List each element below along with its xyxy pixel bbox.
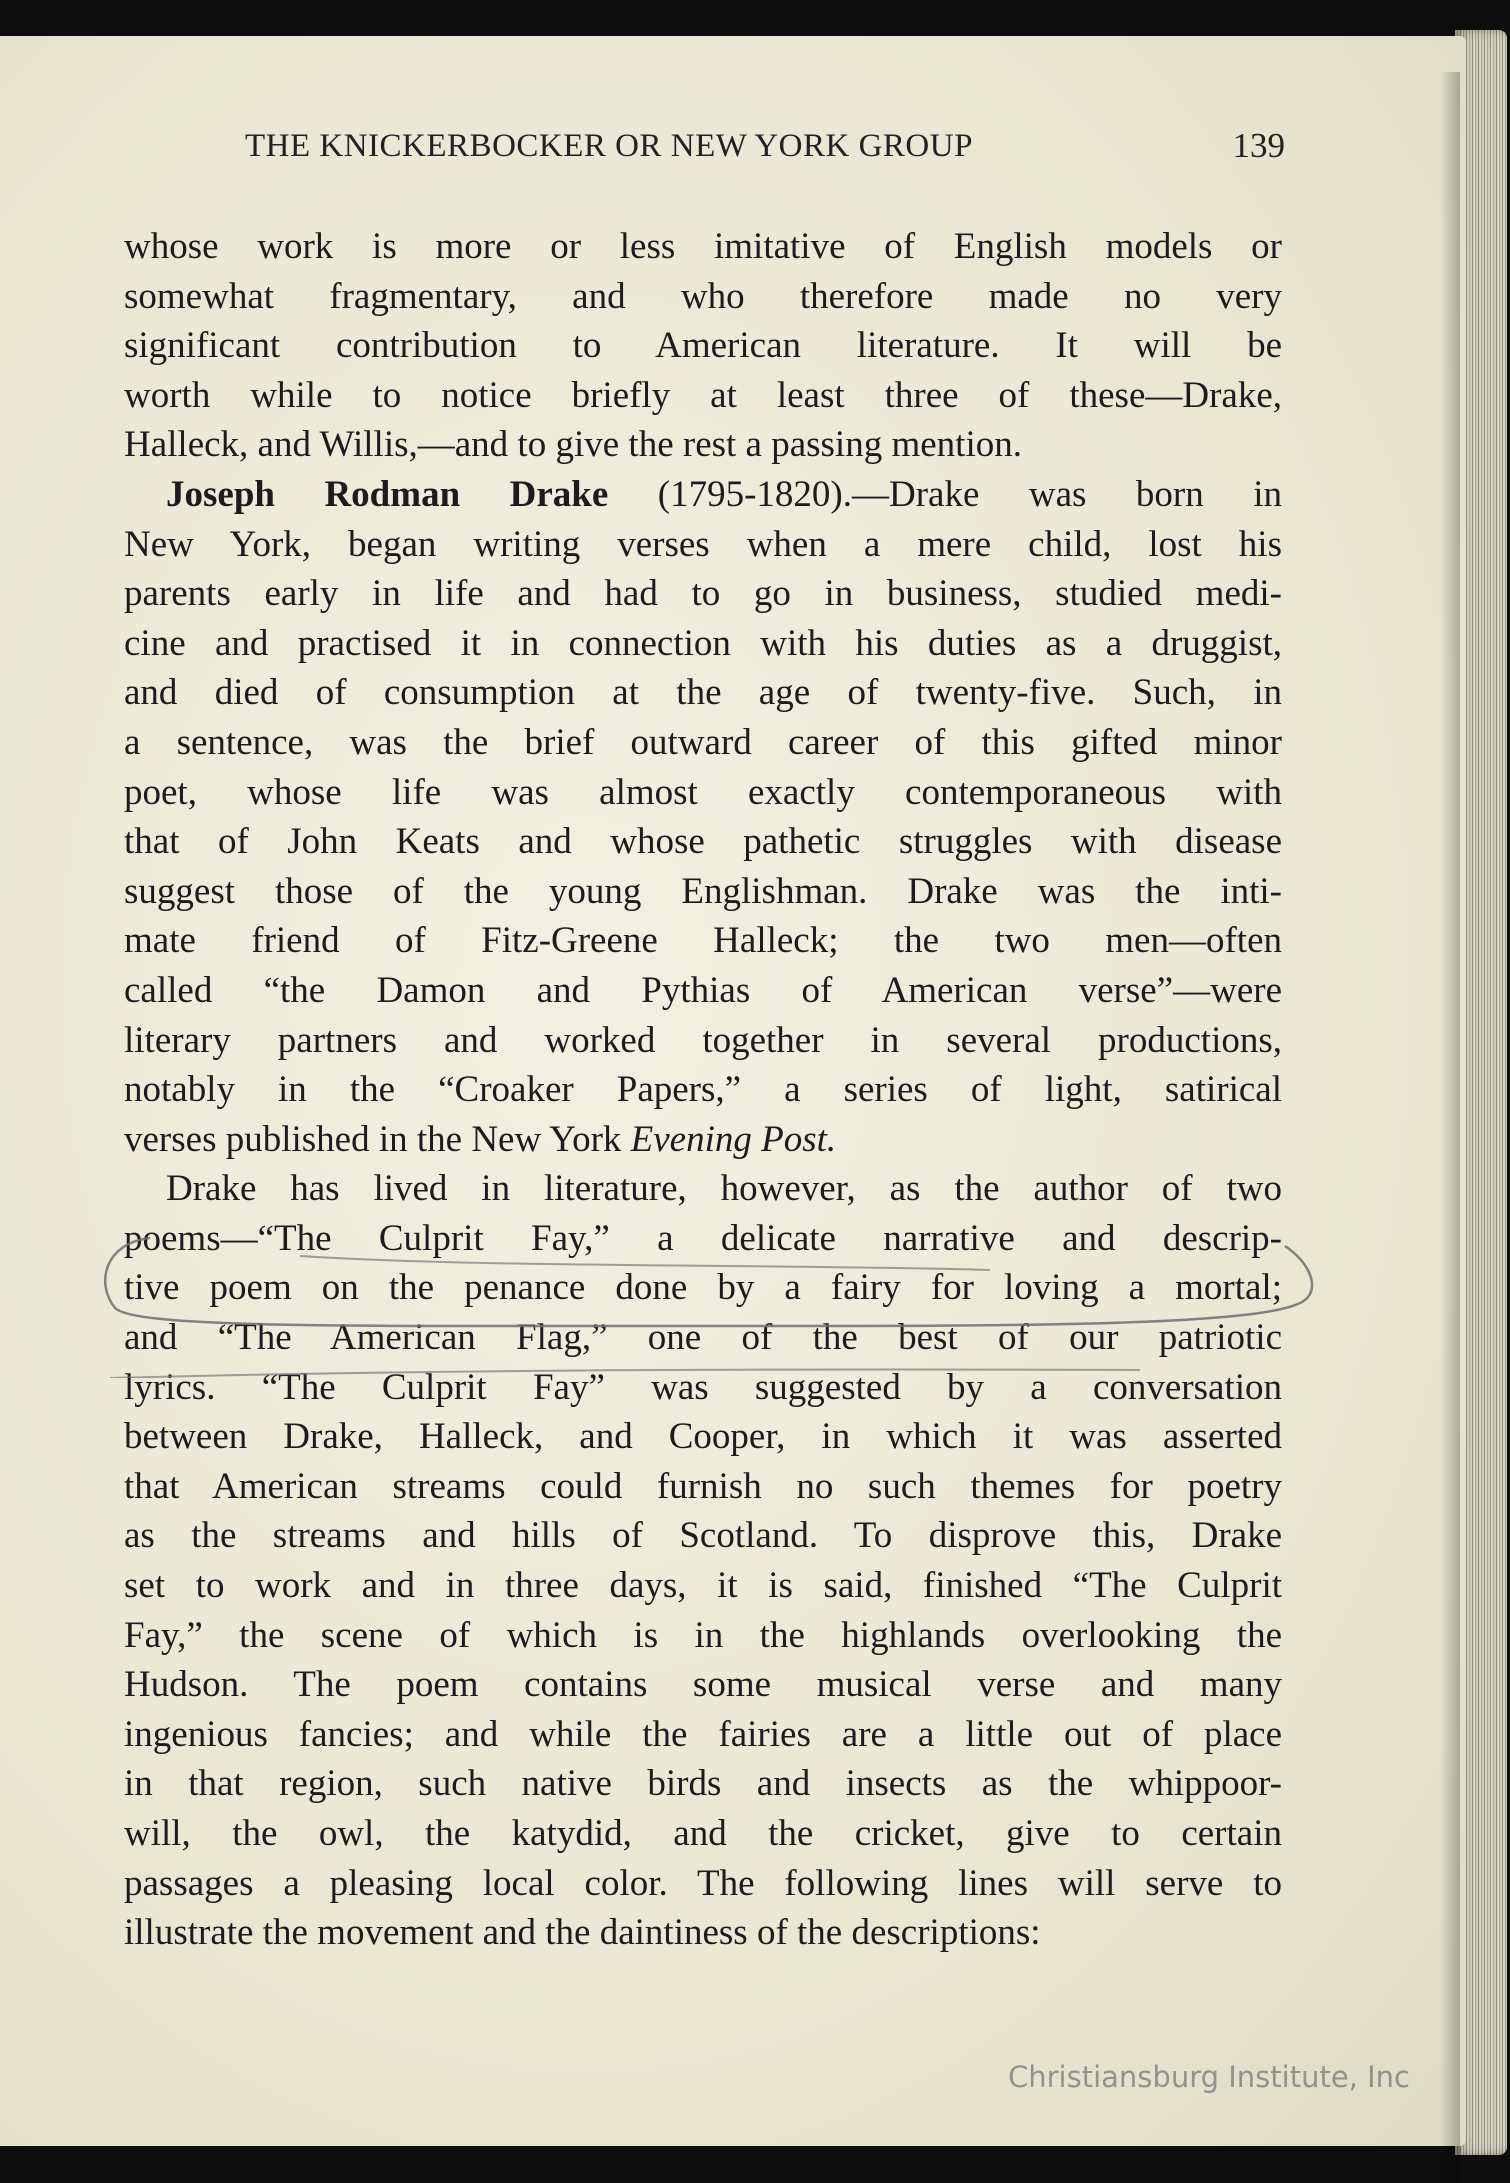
text-line: whose work is more or less imitative of English models or [124,226,1282,267]
text-line: significant contribution to American literature. It will be [124,325,1282,367]
text-line: mate friend of Fitz-Greene Halleck; the two men—often [124,920,1282,962]
page-header [245,128,1285,178]
text-line: poems—“The Culprit Fay,” a delicate narrative and descrip- [124,1217,1282,1259]
text-line: literary partners and worked together in several productions, [124,1019,1282,1061]
text-line: that of John Keats and whose pathetic struggles with disease [124,821,1282,863]
text-line: Halleck, and Willis,—and to give the rest a passing mention. [124,424,1022,466]
paragraph-3 [124,1164,1282,1958]
line-text: verses published in the New York [124,1118,631,1160]
paragraph-2 [124,470,1282,1164]
text-line: notably in the “Croaker Papers,” a series of light, satirical [124,1069,1282,1111]
text-line: Hudson. The poem contains some musical verse and many [124,1664,1282,1706]
text-line: that American streams could furnish no such themes for poetry [124,1465,1282,1507]
running-head: THE KNICKERBOCKER OR NEW YORK GROUP [245,128,973,164]
text-line: and died of consumption at the age of twenty-five. Such, in [124,672,1282,714]
text-line: worth while to notice briefly at least three of these—Drake, [124,374,1282,416]
text-line: lyrics. “The Culprit Fay” was suggested by a conversation [124,1366,1282,1408]
text-line: as the streams and hills of Scotland. To disprove this, Drake [124,1515,1282,1557]
text-line: parents early in life and had to go in business, studied medi- [124,573,1282,615]
text-line: in that region, such native birds and insects as the whippoor- [124,1763,1282,1805]
body-text [124,222,1282,1958]
heading-name: Joseph Rodman Drake [166,473,609,515]
text-line: passages a pleasing local color. The following lines will serve to [124,1862,1282,1904]
page-number: 139 [1232,126,1285,165]
text-line: a sentence, was the brief outward career of this gifted minor [124,721,1282,763]
text-line: somewhat fragmentary, and who therefore made no very [124,275,1282,317]
text-line: called “the Damon and Pythias of American verse”—were [124,969,1282,1011]
watermark: Christiansburg Institute, Inc [1008,2060,1410,2094]
heading-dates: (1795-1820).—Drake was born in [608,473,1282,515]
text-line: tive poem on the penance done by a fairy for loving a mortal; [124,1267,1282,1309]
text-line: suggest those of the young Englishman. Drake was the inti- [124,870,1282,912]
text-line: set to work and in three days, it is said, finished “The Culprit [124,1565,1282,1607]
text-line [124,470,1282,520]
text-line: illustrate the movement and the daintiness of the descriptions: [124,1912,1041,1954]
text-line: New York, began writing verses when a mere child, lost his [124,523,1282,565]
text-line: poet, whose life was almost exactly contemporaneous with [124,771,1282,813]
newspaper-title: Evening Post. [630,1118,837,1160]
text-line [124,1115,1282,1165]
text-line: Fay,” the scene of which is in the highlands overlooking the [124,1614,1282,1656]
text-line: and “The American Flag,” one of the best of our patriotic [124,1317,1282,1359]
text-line: cine and practised it in connection with his duties as a druggist, [124,622,1282,664]
page-gutter-shadow [1440,72,1460,2182]
text-line: between Drake, Halleck, and Cooper, in which it was asserted [124,1416,1282,1458]
text-line: will, the owl, the katydid, and the cricket, give to certain [124,1813,1282,1854]
text-line: ingenious fancies; and while the fairies are a little out of place [124,1713,1282,1755]
text-line: Drake has lived in literature, however, as the author of two [166,1168,1282,1210]
paragraph-1 [124,222,1282,470]
